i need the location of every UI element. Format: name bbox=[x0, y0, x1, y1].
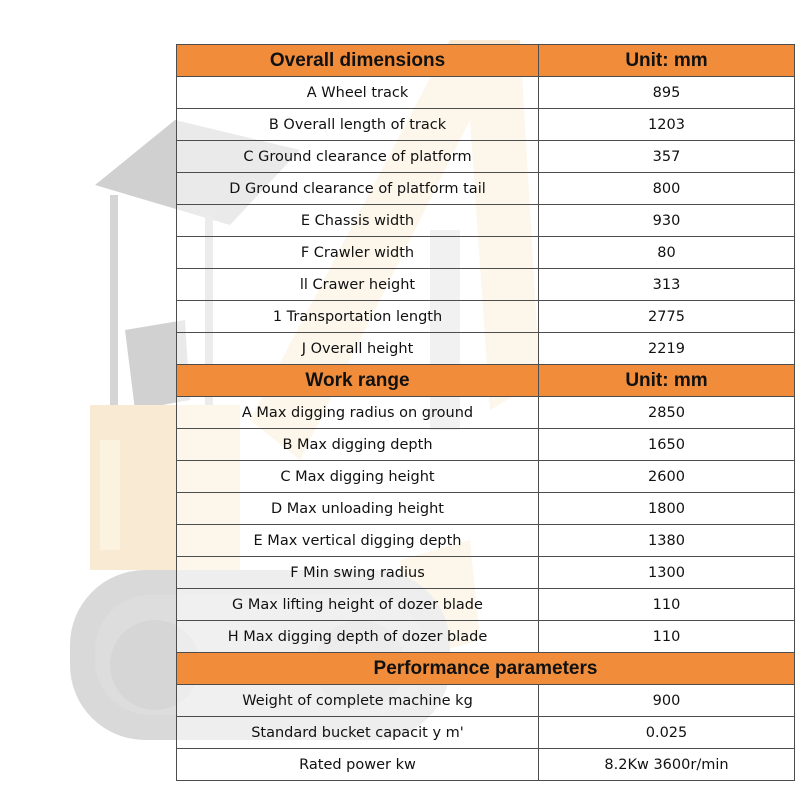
section-header-row bbox=[177, 653, 795, 685]
section-title: Performance parameters bbox=[177, 653, 795, 685]
row-label: D Ground clearance of platform tail bbox=[177, 173, 539, 205]
section-title: Work range bbox=[177, 365, 539, 397]
row-label: J Overall height bbox=[177, 333, 539, 365]
table-row bbox=[177, 141, 795, 173]
row-value: 930 bbox=[539, 205, 795, 237]
table-row bbox=[177, 621, 795, 653]
table-row bbox=[177, 429, 795, 461]
row-label: F Min swing radius bbox=[177, 557, 539, 589]
section-header-row bbox=[177, 45, 795, 77]
row-value: 2219 bbox=[539, 333, 795, 365]
row-label: H Max digging depth of dozer blade bbox=[177, 621, 539, 653]
table-row bbox=[177, 333, 795, 365]
row-value: 2775 bbox=[539, 301, 795, 333]
row-label: C Ground clearance of platform bbox=[177, 141, 539, 173]
row-label: A Wheel track bbox=[177, 77, 539, 109]
row-value: 110 bbox=[539, 621, 795, 653]
table-row bbox=[177, 717, 795, 749]
table-row bbox=[177, 461, 795, 493]
row-label: E Chassis width bbox=[177, 205, 539, 237]
row-value: 895 bbox=[539, 77, 795, 109]
table-row bbox=[177, 557, 795, 589]
row-value: 313 bbox=[539, 269, 795, 301]
row-value: 8.2Kw 3600r/min bbox=[539, 749, 795, 781]
table-row bbox=[177, 397, 795, 429]
row-value: 1800 bbox=[539, 493, 795, 525]
table-row bbox=[177, 269, 795, 301]
row-value: 110 bbox=[539, 589, 795, 621]
row-value: 1650 bbox=[539, 429, 795, 461]
row-label: Standard bucket capacit y m' bbox=[177, 717, 539, 749]
row-label: ll Crawer height bbox=[177, 269, 539, 301]
table-row bbox=[177, 749, 795, 781]
row-label: Rated power kw bbox=[177, 749, 539, 781]
table-row bbox=[177, 109, 795, 141]
row-value: 800 bbox=[539, 173, 795, 205]
table-row bbox=[177, 237, 795, 269]
row-value: 0.025 bbox=[539, 717, 795, 749]
row-value: 1203 bbox=[539, 109, 795, 141]
row-value: 80 bbox=[539, 237, 795, 269]
table-row bbox=[177, 493, 795, 525]
table-row bbox=[177, 525, 795, 557]
row-label: G Max lifting height of dozer blade bbox=[177, 589, 539, 621]
row-label: B Max digging depth bbox=[177, 429, 539, 461]
section-title: Overall dimensions bbox=[177, 45, 539, 77]
row-label: A Max digging radius on ground bbox=[177, 397, 539, 429]
section-header-row bbox=[177, 365, 795, 397]
row-value: 900 bbox=[539, 685, 795, 717]
row-value: 1300 bbox=[539, 557, 795, 589]
row-label: E Max vertical digging depth bbox=[177, 525, 539, 557]
table-row bbox=[177, 77, 795, 109]
row-label: D Max unloading height bbox=[177, 493, 539, 525]
row-value: 2850 bbox=[539, 397, 795, 429]
row-label: F Crawler width bbox=[177, 237, 539, 269]
row-value: 2600 bbox=[539, 461, 795, 493]
row-label: 1 Transportation length bbox=[177, 301, 539, 333]
row-value: 357 bbox=[539, 141, 795, 173]
row-label: C Max digging height bbox=[177, 461, 539, 493]
table-row bbox=[177, 589, 795, 621]
row-label: Weight of complete machine kg bbox=[177, 685, 539, 717]
table-row bbox=[177, 205, 795, 237]
specification-table bbox=[176, 44, 795, 781]
table-row bbox=[177, 685, 795, 717]
table-row bbox=[177, 173, 795, 205]
row-value: 1380 bbox=[539, 525, 795, 557]
section-unit: Unit: mm bbox=[539, 45, 795, 77]
row-label: B Overall length of track bbox=[177, 109, 539, 141]
table-row bbox=[177, 301, 795, 333]
section-unit: Unit: mm bbox=[539, 365, 795, 397]
